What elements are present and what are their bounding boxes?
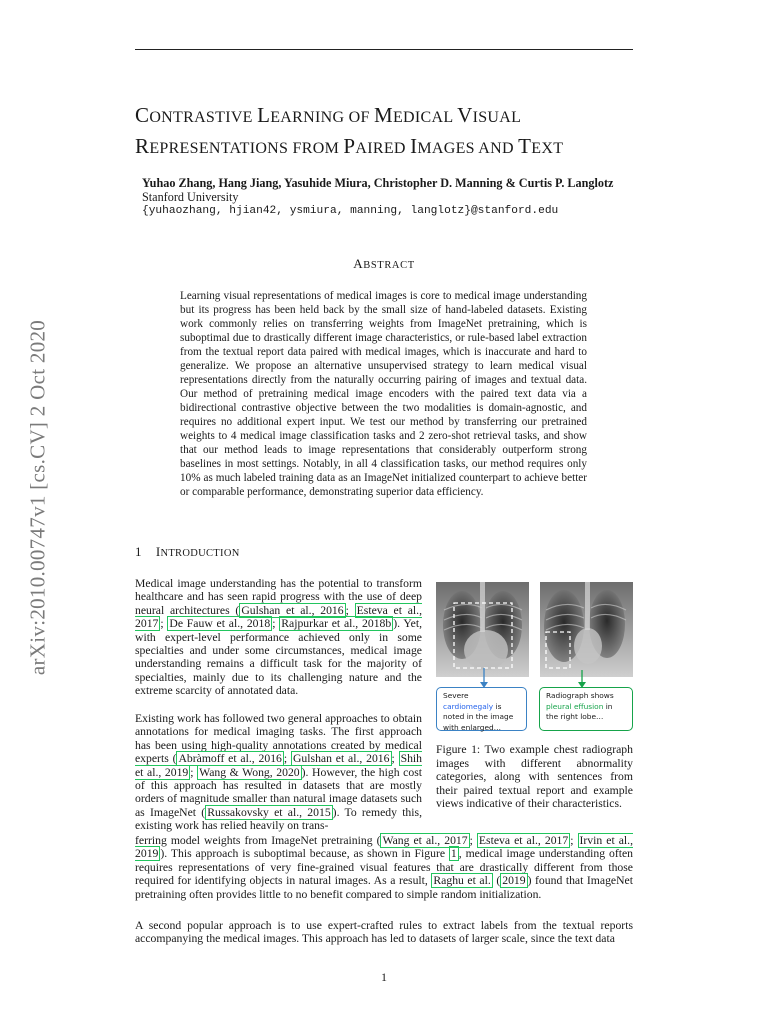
- title-small-caps: EDICAL: [392, 109, 458, 126]
- intro-paragraph-3: [135, 919, 633, 946]
- title-cap-letter: V: [457, 103, 473, 127]
- paragraph-text: ;: [469, 834, 477, 847]
- citation-link[interactable]: Raghu et al.: [433, 874, 491, 888]
- title-cap-letter: R: [135, 134, 150, 158]
- citation-link[interactable]: Shih et al., 2019: [135, 752, 423, 779]
- paragraph-text: ferring model weights from ImageNet pretraining (: [135, 834, 381, 847]
- section-heading-rest: NTRODUCTION: [160, 548, 240, 559]
- title-small-caps: AIRED: [355, 140, 411, 157]
- page-number: 1: [381, 970, 387, 984]
- xray-left: [436, 582, 529, 677]
- citation-link[interactable]: 2019: [502, 874, 526, 888]
- paragraph-text: A second popular approach is to use expert-crafted rules to extract labels from the textual reports accompanying the medical images. This approach has led to datasets of larger scale, since the text data: [135, 919, 633, 946]
- paragraph-text: ;: [570, 834, 578, 847]
- figure-1: [436, 580, 633, 690]
- report-left-text-rest: is noted in the image with enlarged…: [443, 701, 514, 732]
- section-heading-cap: I: [155, 544, 161, 559]
- arxiv-side-stamp: arXiv:2010.00747v1 [cs.CV] 2 Oct 2020: [25, 319, 50, 676]
- report-left-highlight: cardiomegaly: [443, 701, 494, 711]
- title-small-caps: EXT: [531, 140, 564, 157]
- citation-link[interactable]: Esteva et al., 2017: [478, 834, 569, 847]
- intro-paragraph-1: [135, 577, 422, 698]
- author-list: Yuhao Zhang, Hang Jiang, Yasuhide Miura, Christopher D. Manning & Curtis P. Langlotz: [142, 176, 614, 190]
- paragraph-text: ). To remedy this, existing work has relied heavily on trans-: [135, 805, 422, 833]
- report-sentence-left: [436, 687, 527, 731]
- citation-link[interactable]: Gulshan et al., 2016: [292, 752, 390, 766]
- paragraph-text: ). This approach is suboptimal because, as shown in Figure: [160, 847, 449, 861]
- paragraph-text: ) found that ImageNet pretraining often provides little to no benefit compared to simple random initialization.: [135, 874, 633, 901]
- title-small-caps: ISUAL: [472, 109, 522, 126]
- figure-1-caption: Figure 1: Two example chest radiograph images with different abnormality categories, along with sentences from their paired textual report and example views indicative of their characteristics.: [436, 743, 633, 811]
- abstract-heading: [0, 256, 768, 272]
- title-cap-letter: M: [373, 103, 393, 127]
- section-number: 1: [135, 544, 142, 559]
- title-cap-letter: C: [135, 103, 150, 127]
- paragraph-text: ). Yet, with expert-level performance achieved only in some specialties and under some circumstances, medical image understanding remains a difficult task for the majority of specialties, mainly due to its challenging nature and the extreme scarcity of annotated data.: [135, 617, 423, 698]
- paragraph-text: ;: [391, 752, 399, 766]
- top-rule: [135, 49, 633, 50]
- paragraph-text: ;: [190, 765, 198, 779]
- paragraph-text: Medical image understanding has the potential to transform healthcare and has seen rapid progress with the use of deep neural architectures (: [135, 577, 422, 617]
- paragraph-text: ;: [272, 617, 280, 631]
- title-small-caps: EARNING OF: [270, 109, 374, 126]
- citation-link[interactable]: Wang et al., 2017: [382, 834, 468, 847]
- paragraph-text: ;: [345, 603, 355, 617]
- paragraph-text: ). However, the high cost of this approach has resulted in datasets that are mostly orders of magnitude smaller than natural image datasets such as ImageNet (: [135, 765, 422, 819]
- intro-paragraph-2-continued: [135, 834, 633, 901]
- title-small-caps: EPRESENTATIONS FROM: [149, 140, 344, 157]
- paragraph-text: (: [492, 874, 501, 888]
- report-right-text-rest: in the right lobe…: [546, 701, 613, 721]
- citation-link[interactable]: Gulshan et al., 2016: [241, 603, 344, 617]
- author-emails: {yuhaozhang, hjian42, ysmiura, manning, langlotz}@stanford.edu: [142, 205, 559, 217]
- abstract-text: Learning visual representations of medical images is core to medical image understanding but its progress has been held back by the small size of hand-labeled datasets. Existing work commonly relies on transferring weights from ImageNet pretraining, which is suboptimal due to drastically different image characteristics, or rule-based label extraction from the textual report data paired with medical images, which is inaccurate and hard to generalize. We propose an alternative unsupervised strategy to learn medical visual representations directly from the naturally occurring pairing of images and textual data. Our method of pretraining medical image encoders with the paired text data via a bidirectional contrastive objective between the two modalities is domain-agnostic, and requires no additional expert input. We test our method by transferring our pretrained weights to 4 medical image classification tasks and 2 zero-shot retrieval tasks, and show that our method leads to image representations that considerably outperform strong baselines in most settings. Notably, in all 4 classification tasks, our method requires only 10% as much labeled training data as an ImageNet initialized counterpart to achieve better or comparable performance, demonstrating superior data efficiency.: [180, 290, 587, 498]
- paper-title: [135, 101, 655, 163]
- paragraph-text: Existing work has followed two general approaches to obtain annotations for medical imaging tasks. The first approach has been using high-quality annotations created by medical experts (: [135, 712, 422, 766]
- title-line-1: [135, 101, 655, 132]
- title-cap-letter: P: [343, 134, 356, 158]
- title-small-caps: MAGES AND: [417, 140, 519, 157]
- citation-link[interactable]: Wang & Wong, 2020: [199, 765, 300, 779]
- citation-link[interactable]: Abràmoff et al., 2016: [178, 752, 282, 766]
- affiliation: Stanford University: [142, 190, 239, 204]
- report-sentence-right: [539, 687, 633, 731]
- abstract-heading-cap: A: [353, 256, 364, 271]
- section-heading: [135, 544, 240, 560]
- citation-link[interactable]: De Fauw et al., 2018: [169, 617, 271, 631]
- paragraph-text: , medical image understanding often requires representations of very fine-grained visual features that are drastically different from those required for identifying objects in natural images. As a result,: [135, 847, 633, 888]
- title-cap-letter: T: [518, 134, 532, 158]
- chest-xray-images: [436, 580, 633, 690]
- paragraph-text: ;: [283, 752, 291, 766]
- title-line-2: [135, 132, 655, 163]
- intro-paragraph-2: [135, 712, 422, 833]
- report-left-text: Severe: [443, 691, 469, 700]
- citation-link[interactable]: Rajpurkar et al., 2018b: [281, 617, 392, 631]
- paragraph-text: ;: [160, 617, 168, 631]
- abstract-heading-rest: BSTRACT: [363, 260, 415, 271]
- citation-link[interactable]: Russakovsky et al., 2015: [207, 805, 331, 819]
- citation-link[interactable]: Esteva et al., 2017: [135, 603, 423, 631]
- report-right-highlight: pleural effusion: [546, 701, 604, 711]
- xray-right: [540, 582, 633, 677]
- title-cap-letter: L: [257, 103, 271, 127]
- title-cap-letter: I: [410, 134, 418, 158]
- citation-link[interactable]: Irvin et al., 2019: [135, 834, 633, 861]
- title-small-caps: ONTRASTIVE: [149, 109, 258, 126]
- report-right-text: Radiograph shows: [546, 691, 614, 700]
- citation-link[interactable]: 1: [450, 847, 457, 861]
